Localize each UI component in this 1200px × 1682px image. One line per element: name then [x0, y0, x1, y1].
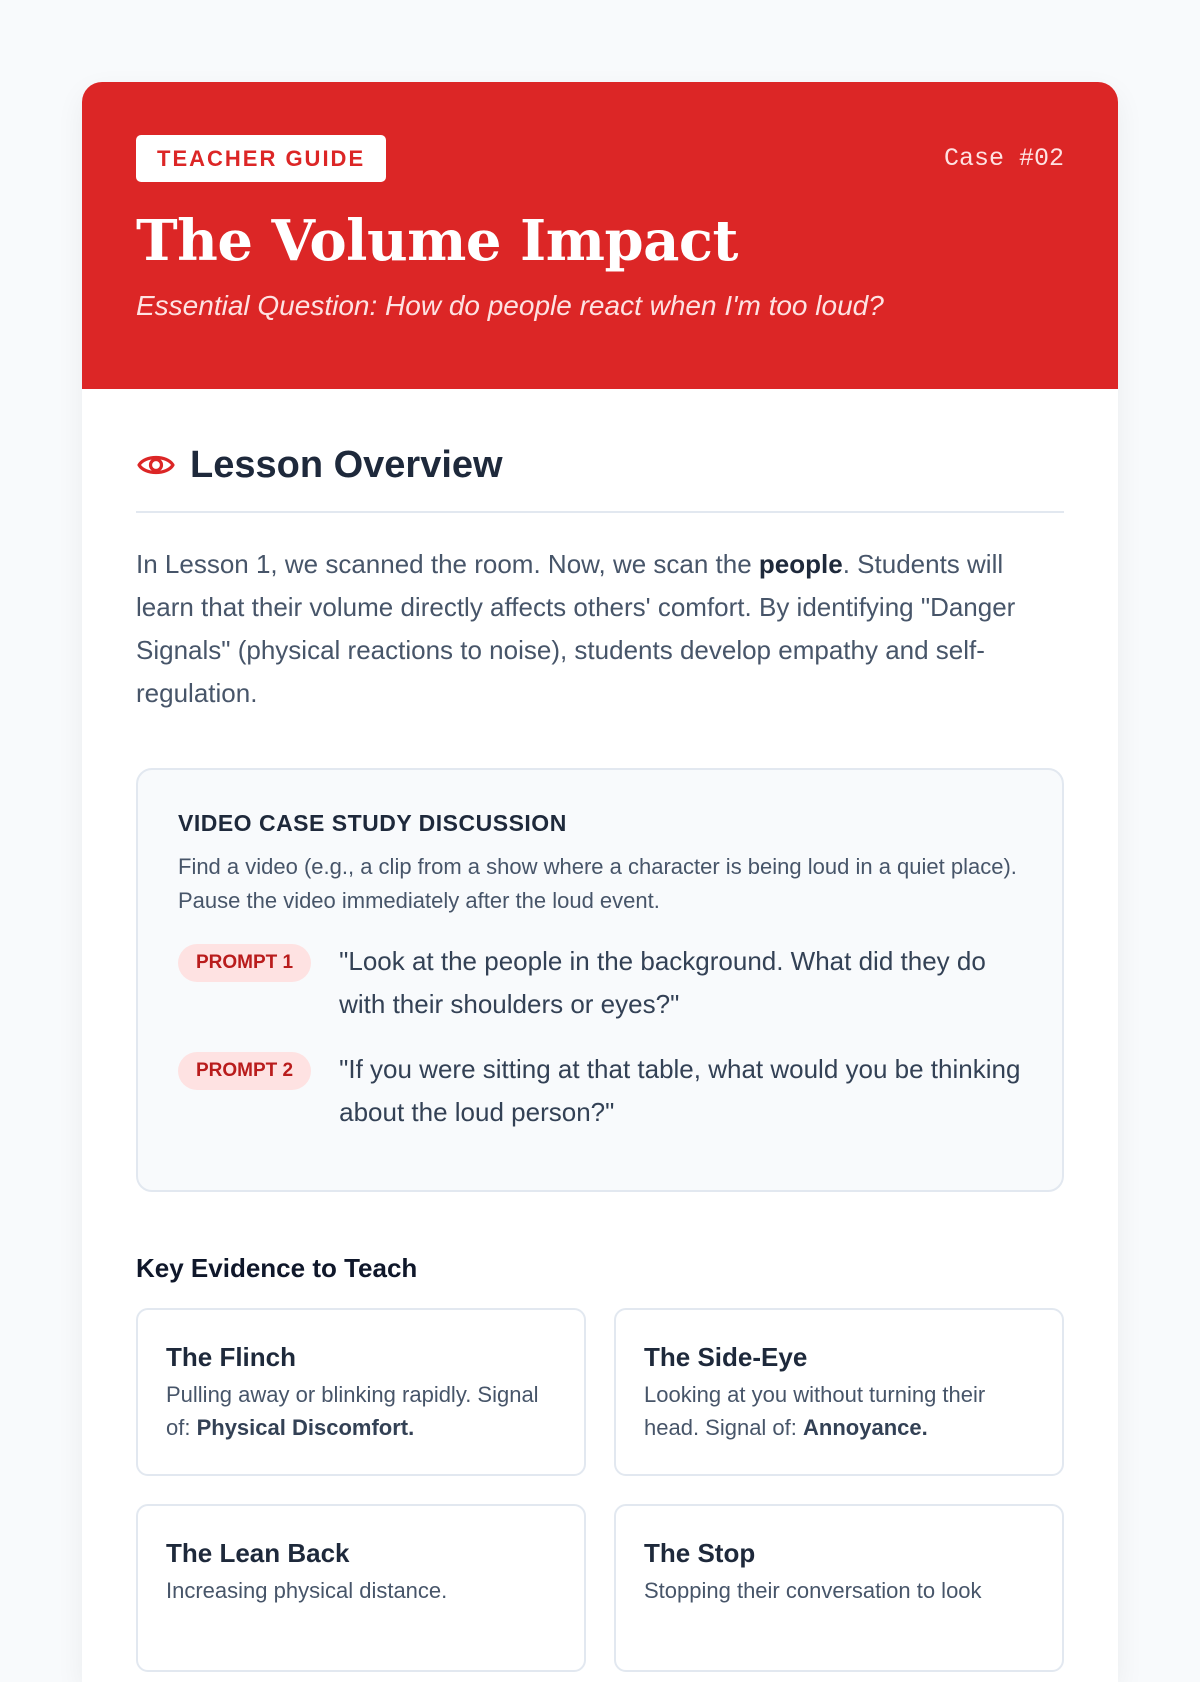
- overview-text-part: . Students will learn that their volume directly affects others' comfort. By identifying "Danger Signals" (physical reactions to noise), students develop empathy and self-regulation.: [136, 549, 1016, 708]
- evidence-signal: Annoyance.: [803, 1415, 928, 1440]
- evidence-grid: [136, 1308, 1064, 1672]
- evidence-title: The Stop: [644, 1538, 756, 1568]
- evidence-description: [166, 1574, 556, 1607]
- prompt-text: "If you were sitting at that table, what would you be thinking about the loud person?": [339, 1054, 1021, 1127]
- overview-text-emphasis: people: [758, 549, 843, 579]
- evidence-desc-text: Increasing physical distance.: [166, 1578, 448, 1603]
- evidence-card: [136, 1504, 586, 1672]
- evidence-card: [614, 1504, 1064, 1672]
- evidence-desc-text: Pulling away or blinking rapidly. Signal of:: [166, 1382, 539, 1440]
- overview-heading: Lesson Overview: [190, 444, 503, 486]
- video-discussion-box: [136, 768, 1064, 1192]
- prompt-badge: PROMPT 2: [178, 1052, 311, 1090]
- evidence-title: The Flinch: [166, 1342, 296, 1372]
- overview-header: [136, 439, 1064, 513]
- prompt-item: [178, 944, 1022, 1026]
- overview-text: [136, 543, 1064, 715]
- evidence-description: [644, 1574, 1034, 1607]
- evidence-desc-text: Stopping their conversation to look: [644, 1578, 982, 1603]
- evidence-desc-text: Looking at you without turning their head. Signal of:: [644, 1382, 986, 1440]
- header-banner: [82, 82, 1118, 389]
- essential-question: Essential Question: How do people react when I'm too loud?: [136, 290, 884, 321]
- evidence-card: [136, 1308, 586, 1476]
- overview-text-part: In Lesson 1, we scanned the room. Now, we scan the: [136, 549, 759, 579]
- lesson-card: [82, 82, 1118, 1682]
- page-title: The Volume Impact: [136, 208, 738, 274]
- evidence-heading: Key Evidence to Teach: [136, 1253, 418, 1283]
- teacher-guide-badge: TEACHER GUIDE: [136, 135, 386, 182]
- discussion-title: VIDEO CASE STUDY DISCUSSION: [178, 810, 567, 836]
- eye-icon: [136, 445, 176, 485]
- evidence-title: The Lean Back: [166, 1538, 350, 1568]
- evidence-description: [644, 1378, 1034, 1444]
- prompt-badge: PROMPT 1: [178, 944, 311, 982]
- content-body: [82, 389, 1118, 1672]
- evidence-description: [166, 1378, 556, 1444]
- prompt-text: "Look at the people in the background. What did they do with their shoulders or eyes?": [339, 946, 986, 1019]
- discussion-description: Find a video (e.g., a clip from a show where a character is being loud in a quiet place). Pause the video immediately after the loud event.: [178, 854, 1017, 913]
- prompt-item: [178, 1052, 1022, 1134]
- evidence-title: The Side-Eye: [644, 1342, 808, 1372]
- evidence-signal: Physical Discomfort.: [196, 1415, 415, 1440]
- case-number: Case #02: [943, 144, 1064, 173]
- evidence-card: [614, 1308, 1064, 1476]
